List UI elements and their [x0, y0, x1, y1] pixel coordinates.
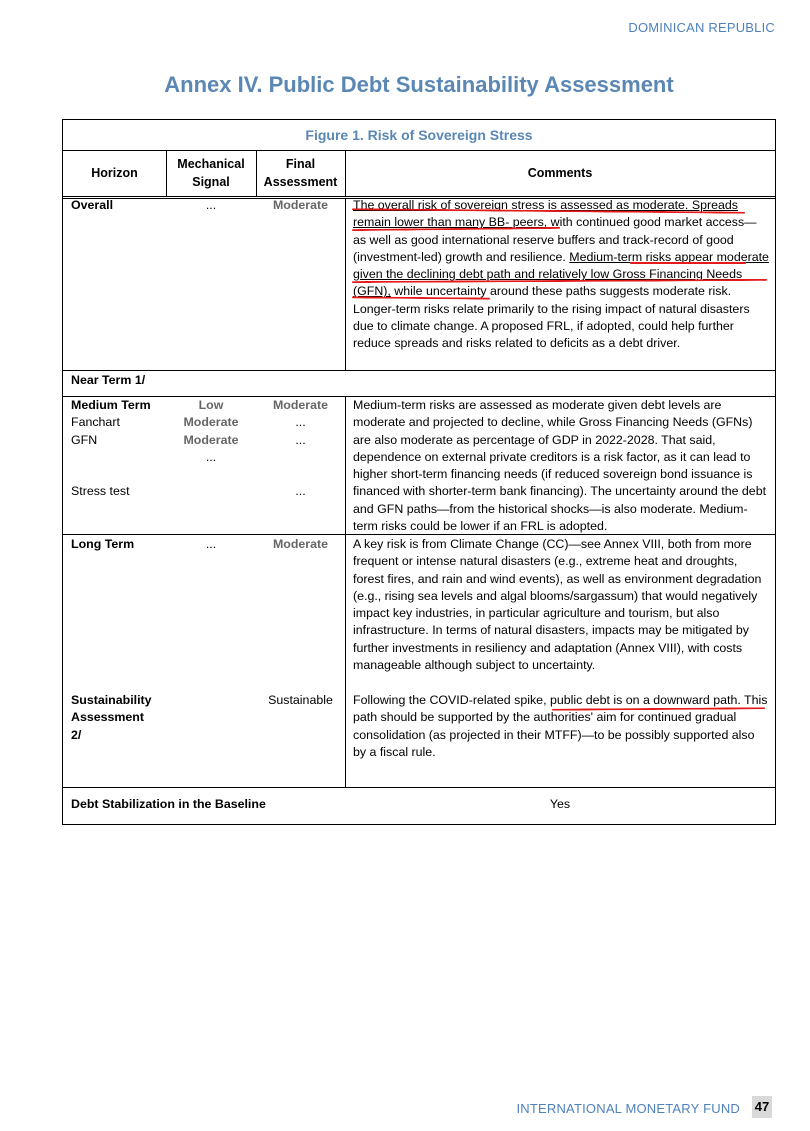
medium-sub-assessment-fanchart: ... — [295, 415, 306, 429]
horizon-sustainability-line1: Sustainability — [71, 693, 152, 707]
col-header-final-assessment — [256, 150, 345, 196]
medium-sub-signal-fanchart: Moderate — [183, 415, 239, 429]
horizon-long-term: Long Term — [71, 537, 135, 551]
medium-sub-label-stress-test: Stress test — [71, 484, 130, 498]
assessment-sustainability: Sustainable — [268, 693, 333, 707]
comment-medium-term: Medium-term risks are assessed as moderate given debt levels are moderate and projected to decline, while Gross Financing Needs (GFNs) are also moderate as percentage of GDP in 2022-2028. That said, dependence on external private creditors is a risk factor, as it can lead to higher short-term financing needs (if reduced sovereign bond issuance is financed with shorter-term bank financing). The uncertainty around the debt and GFN paths—from the historical shocks—is also moderate. Medium-term risks could be lower if an FRL is adopted. — [353, 398, 767, 534]
comment-overall-part3: Medium-term risks appear moderate given the declining debt path and relatively low Gross Financing Needs (GFN), — [353, 249, 769, 299]
col-header-final-line2: Assessment — [263, 175, 338, 189]
comment-overall — [353, 197, 771, 353]
assessment-long-term: Moderate — [272, 537, 329, 551]
comment-sustainability-part1: Following the COVID-related spike, — [353, 693, 550, 707]
assessment-overall: Moderate — [272, 198, 329, 212]
medium-sub-assessment-gfn: ... — [295, 433, 306, 447]
running-header-country: DOMINICAN REPUBLIC — [628, 20, 775, 35]
signal-medium-term: Low — [198, 398, 224, 412]
medium-sub-label-fanchart: Fanchart — [71, 415, 120, 429]
annotation-underline — [630, 262, 746, 264]
horizon-overall: Overall — [71, 198, 114, 212]
medium-sub-signal-gfn: Moderate — [183, 433, 239, 447]
comment-sustainability-part2: public debt is on a downward path. — [549, 693, 741, 707]
horizon-near-term: Near Term 1/ — [71, 373, 146, 387]
col-header-horizon: Horizon — [91, 166, 138, 180]
col-header-mech-line2: Signal — [192, 175, 230, 189]
comment-long-term: A key risk is from Climate Change (CC)—see Annex VIII, both from more frequent or intense natural disasters (e.g., extreme heat and droughts, forest fires, and rain and wind events), as well as environment degradation (e.g., rising sea levels and algal blooms/sargassum) that would negatively impact key industries, in particular agriculture and tourism, but also infrastructure. In terms of natural disasters, impacts may be mitigated by further investments in resiliency and adaptation (Annex VIII), with costs manageable although subject to uncertainty. — [353, 537, 762, 673]
signal-overall: ... — [205, 198, 217, 212]
comment-overall-part4: while uncertainty around these paths suggests moderate risk. Longer-term risks relate primarily to the rising impact of natural disasters due to climate change. A proposed FRL, if adopted, could help further reduce spreads and risks related to deficits as a debt driver. — [353, 284, 750, 351]
annex-title: Annex IV. Public Debt Sustainability Assessment — [164, 72, 674, 97]
col-header-comments: Comments — [527, 166, 593, 180]
horizon-sustainability-line3: 2/ — [71, 727, 82, 742]
comment-overall-part2: with continued good market access— as well as good international reserve buffers and track-record of good (investment-led) growth and resilience. — [353, 215, 757, 264]
comment-sustainability-part3: This path should be supported by the authorities' aim for continued gradual consolidation (as projected in their MTFF)—to be possibly supported also by a fiscal rule. — [353, 693, 768, 759]
col-header-mech-line1: Mechanical — [177, 157, 245, 171]
figure-title: Figure 1. Risk of Sovereign Stress — [63, 120, 775, 151]
debt-stabilization-value: Yes — [549, 797, 571, 811]
col-header-final-line1: Final — [285, 157, 316, 171]
horizon-medium-term: Medium Term — [71, 398, 151, 412]
signal-long-term: ... — [205, 537, 217, 551]
assessment-medium-term: Moderate — [272, 398, 329, 412]
page-number: 47 — [752, 1096, 772, 1118]
comment-overall-part1: The overall risk of sovereign stress is assessed as moderate. Spreads remain lower than many BB- peers, — [353, 198, 738, 230]
medium-sub-assessment-stress-test: ... — [295, 484, 306, 498]
horizon-sustainability-line2: Assessment — [71, 710, 145, 725]
debt-stabilization-label: Debt Stabilization in the Baseline — [71, 797, 266, 811]
medium-sub-signal-ellipsis: ... — [205, 450, 217, 464]
medium-sub-label-gfn: GFN — [71, 433, 98, 447]
risk-table — [62, 119, 776, 825]
col-header-mechanical-signal — [166, 150, 256, 196]
horizon-sustainability — [71, 692, 166, 744]
running-footer-org: INTERNATIONAL MONETARY FUND — [516, 1101, 740, 1116]
comment-sustainability — [353, 692, 771, 761]
